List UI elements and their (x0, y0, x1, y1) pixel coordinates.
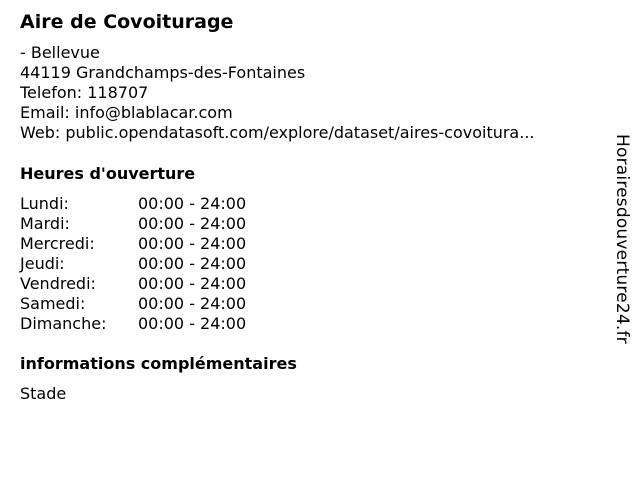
day-label: Mercredi: (20, 234, 95, 253)
hours-row-mardi (20, 214, 280, 234)
street-address: - Bellevue (20, 43, 100, 62)
day-label: Lundi: (20, 194, 69, 213)
email-line: Email: info@blablacar.com (20, 103, 233, 122)
hours-row-lundi (20, 194, 280, 214)
page-title: Aire de Covoiturage (20, 11, 234, 33)
opening-hours-heading: Heures d'ouverture (20, 164, 196, 183)
day-label: Mardi: (20, 214, 70, 233)
city-address: 44119 Grandchamps-des-Fontaines (20, 63, 306, 82)
day-label: Samedi: (20, 294, 86, 313)
additional-info-text: Stade (20, 384, 67, 403)
additional-info-heading: informations complémentaires (20, 354, 297, 373)
time-range: 00:00 - 24:00 (138, 274, 247, 293)
day-label: Vendredi: (20, 274, 96, 293)
time-range: 00:00 - 24:00 (138, 214, 247, 233)
site-watermark: Horairesdouverture24.fr (612, 134, 632, 344)
hours-row-mercredi (20, 234, 280, 254)
opening-hours-table (20, 194, 280, 334)
phone-line: Telefon: 118707 (20, 83, 149, 102)
hours-row-jeudi (20, 254, 280, 274)
web-link[interactable]: Web: public.opendatasoft.com/explore/dataset/aires-covoitura... (20, 123, 535, 142)
day-label: Dimanche: (20, 314, 107, 333)
time-range: 00:00 - 24:00 (138, 194, 247, 213)
time-range: 00:00 - 24:00 (138, 314, 247, 333)
hours-row-dimanche (20, 314, 280, 334)
day-label: Jeudi: (20, 254, 65, 273)
hours-row-vendredi (20, 274, 280, 294)
hours-row-samedi (20, 294, 280, 314)
time-range: 00:00 - 24:00 (138, 254, 247, 273)
time-range: 00:00 - 24:00 (138, 234, 247, 253)
contact-block (20, 43, 586, 143)
time-range: 00:00 - 24:00 (138, 294, 247, 313)
